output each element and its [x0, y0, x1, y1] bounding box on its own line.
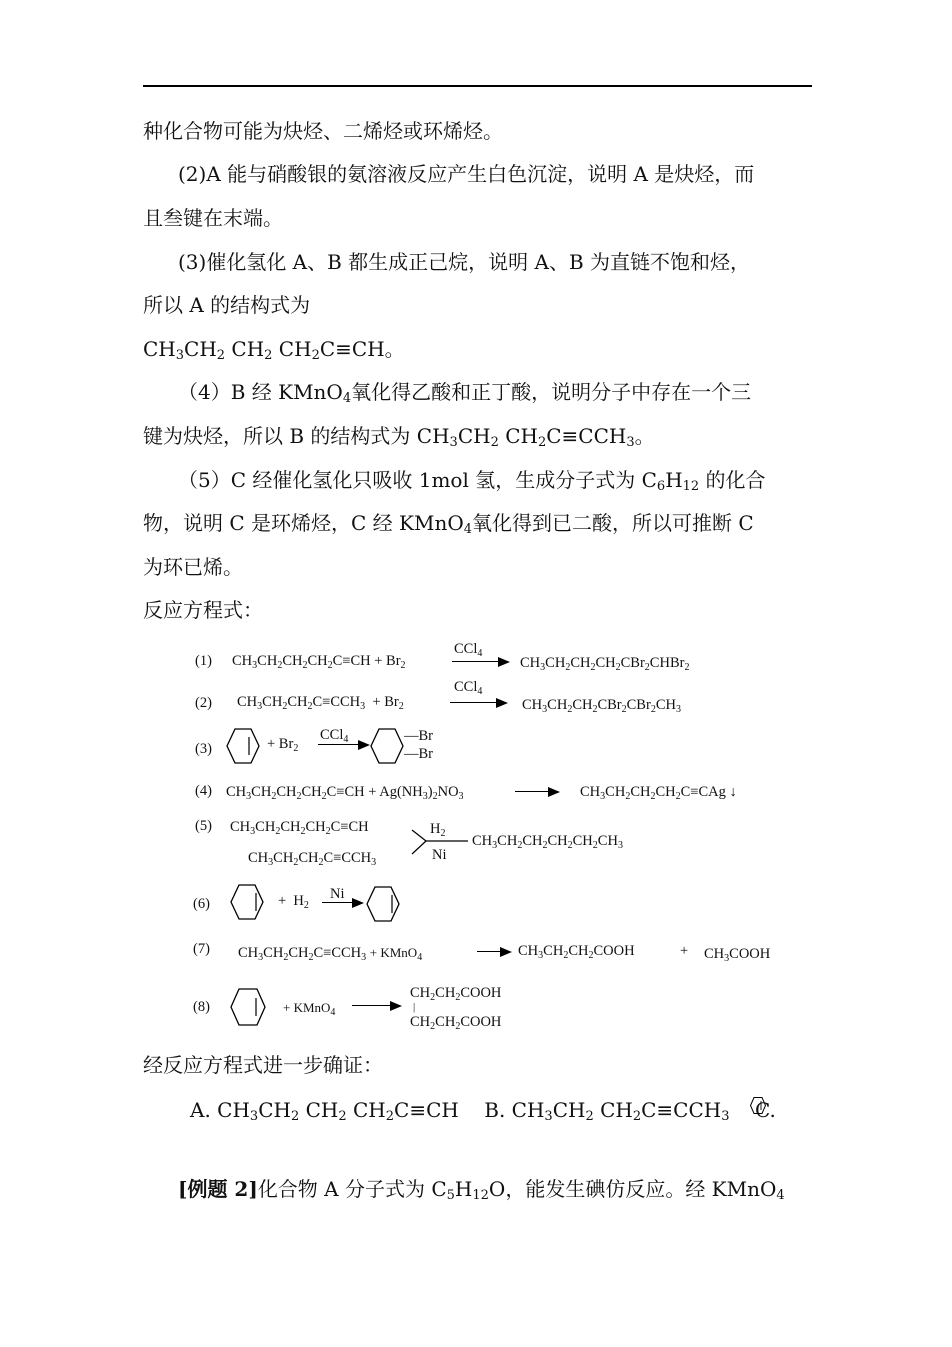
eq2-reactant: $CH_3CH_2CH_2C\equiv CCH_3 + Br_2$: [237, 694, 404, 712]
paragraph-line: （4）B 经 KMnO$_4$氧化得乙酸和正丁酸，说明分子中存在一个三: [178, 380, 752, 406]
eq8-product-top: $CH_2CH_2COOH$: [410, 985, 502, 1003]
paragraph-line: (2)A 能与硝酸银的氨溶液反应产生白色沉淀，说明 A 是炔烃，而: [178, 162, 755, 186]
paragraph-line: 为环已烯。: [143, 555, 243, 579]
eq7-plus: +: [680, 943, 689, 959]
eq1-product: $CH_3CH_2CH_2CH_2CBr_2CHBr_2$: [520, 655, 690, 673]
cyclohexene-icon: [750, 1097, 766, 1114]
example-heading: [例题 2]化合物 A 分子式为 $C_5H_{12}O$，能发生碘仿反应。经 KMnO$_4$: [178, 1177, 785, 1203]
eq2-condition: CCl$_4$: [454, 679, 483, 697]
eq8-product-bottom: $CH_2CH_2COOH$: [410, 1014, 502, 1032]
eq3-condition: CCl$_4$: [320, 727, 349, 745]
eq8-bond: |: [413, 1001, 416, 1013]
eq5-reactant-b: $CH_3CH_2CH_2C\equiv CCH_3$: [248, 850, 377, 868]
header-rule: [143, 85, 812, 87]
eq2-product: $CH_3CH_2CH_2CBr_2CBr_2CH_3$: [522, 697, 681, 715]
eq5-condition-h2: $H_2$: [430, 821, 446, 839]
eq7-reactant: $CH_3CH_2CH_2C\equiv CCH_3$ + KMnO$_4$: [238, 945, 423, 963]
eq-number: (8): [193, 999, 210, 1015]
eq-number: (7): [193, 941, 210, 957]
paragraph-line: (3)催化氢化 A、B 都生成正己烷，说明 A、B 为直链不饱和烃，: [178, 250, 751, 274]
eq3-reagent: + $Br_2$: [267, 736, 299, 754]
eq-number: (1): [195, 653, 212, 669]
eq5-condition-ni: Ni: [432, 847, 447, 863]
eq3-product-br2: —Br: [404, 746, 433, 762]
eq6-reagent: + $H_2$: [278, 893, 309, 911]
eq8-reagent: + KMnO$_4$: [283, 1000, 336, 1018]
formula-a: $CH_3CH_2$ $CH_2$ $CH_2C\equiv CH$。: [143, 337, 405, 363]
eq4-reactant: $CH_3CH_2CH_2CH_2C\equiv CH + Ag(NH_3)_2NO_3$: [226, 784, 464, 802]
cyclohexene-icon: [230, 988, 266, 1026]
eq6-condition: Ni: [330, 886, 345, 902]
eq7-product-a: $CH_3CH_2CH_2COOH$: [518, 943, 635, 961]
cyclohexane-icon: [370, 728, 404, 764]
eq-number: (3): [195, 741, 212, 757]
eq-number: (5): [195, 818, 212, 834]
paragraph-line: 且叁键在末端。: [143, 206, 283, 230]
answer-line: A. $CH_3CH_2$ $CH_2$ $CH_2C\equiv CH$ B. $CH_3CH_2$ $CH_2C\equiv CCH_3$ C.: [190, 1098, 776, 1124]
eq3-product-br1: —Br: [404, 728, 433, 744]
eq1-reactant: $CH_3CH_2CH_2CH_2C\equiv CH + Br_2$: [232, 653, 406, 671]
eq4-product: $CH_3CH_2CH_2CH_2C\equiv CAg$ ↓: [580, 784, 737, 802]
paragraph-line: 物，说明 C 是环烯烃，C 经 KMnO$_4$氧化得到已二酸，所以可推断 C: [143, 511, 754, 537]
paragraph-line: 种化合物可能为炔烃、二烯烃或环烯烃。: [143, 119, 503, 143]
cyclohexene-icon: [226, 728, 260, 764]
eq-number: (2): [195, 695, 212, 711]
section-label: 经反应方程式进一步确证：: [143, 1053, 383, 1077]
paragraph-line: （5）C 经催化氢化只吸收 1mol 氢，生成分子式为 $C_6H_{12}$ 的化合: [178, 468, 766, 494]
section-label: 反应方程式：: [143, 598, 263, 622]
eq1-condition: CCl$_4$: [454, 641, 483, 659]
paragraph-line: 所以 A 的结构式为: [143, 293, 311, 317]
eq-number: (6): [193, 896, 210, 912]
eq-number: (4): [195, 783, 212, 799]
cyclohexene-icon: [366, 886, 400, 922]
cyclohexene-icon: [230, 884, 264, 920]
eq7-product-b: $CH_3COOH$: [704, 946, 771, 964]
eq5-reactant-a: $CH_3CH_2CH_2CH_2C\equiv CH$: [230, 819, 369, 837]
paragraph-line: 键为炔烃，所以 B 的结构式为 $CH_3CH_2$ $CH_2C\equiv CCH_3$。: [143, 424, 655, 450]
eq5-product: $CH_3CH_2CH_2CH_2CH_2CH_3$: [472, 833, 623, 851]
